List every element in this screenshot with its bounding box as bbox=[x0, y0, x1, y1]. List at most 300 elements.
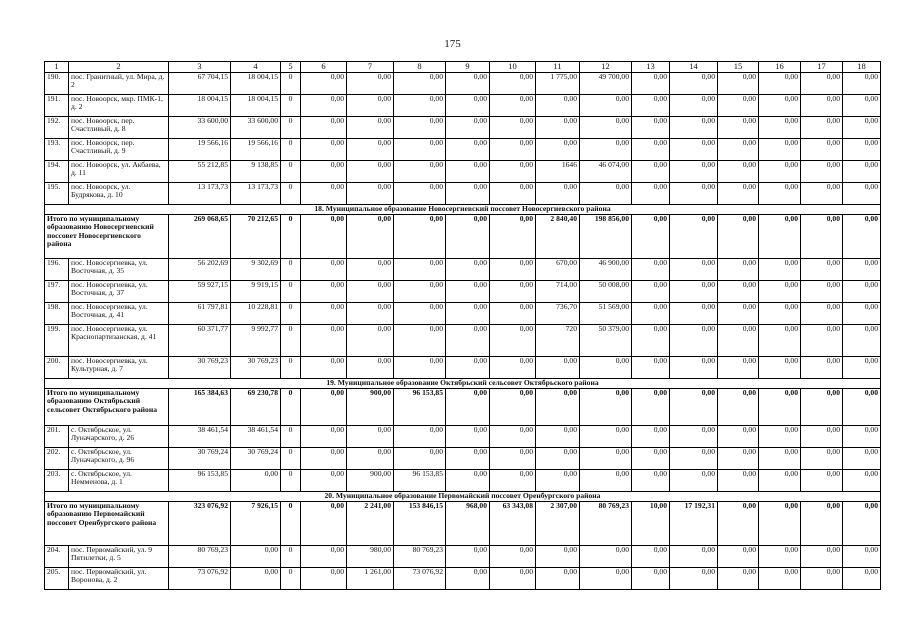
column-number-cell: 1 bbox=[45, 62, 69, 73]
value-cell: 0,00 bbox=[347, 447, 394, 469]
row-number: 197. bbox=[45, 280, 69, 302]
value-cell: 0 bbox=[281, 182, 301, 204]
section-header-row bbox=[45, 378, 881, 388]
value-cell: 0,00 bbox=[490, 160, 536, 182]
column-number-cell: 8 bbox=[394, 62, 446, 73]
column-number-cell: 6 bbox=[301, 62, 347, 73]
value-cell: 0,00 bbox=[632, 258, 670, 280]
column-number-cell: 13 bbox=[632, 62, 670, 73]
value-cell: 0,00 bbox=[490, 94, 536, 116]
value-cell: 0,00 bbox=[394, 302, 446, 324]
value-cell: 0 bbox=[281, 425, 301, 447]
value-cell: 46 074,00 bbox=[580, 160, 632, 182]
table-row bbox=[45, 160, 881, 182]
column-number-cell: 2 bbox=[69, 62, 169, 73]
value-cell: 0,00 bbox=[536, 94, 580, 116]
value-cell: 198 856,00 bbox=[580, 214, 632, 258]
value-cell: 0 bbox=[281, 214, 301, 258]
value-cell: 0,00 bbox=[347, 214, 394, 258]
value-cell: 9 919,15 bbox=[231, 280, 281, 302]
value-cell: 0,00 bbox=[347, 280, 394, 302]
value-cell: 0,00 bbox=[536, 567, 580, 589]
value-cell: 0,00 bbox=[801, 182, 843, 204]
value-cell: 0,00 bbox=[670, 160, 718, 182]
value-cell: 0,00 bbox=[446, 324, 490, 356]
value-cell: 0,00 bbox=[801, 388, 843, 425]
total-label: Итого по муниципальному образованию Новосергиевский поссовет Новосергиевского района bbox=[45, 214, 169, 258]
value-cell: 0,00 bbox=[632, 356, 670, 378]
table-row bbox=[45, 567, 881, 589]
value-cell: 0,00 bbox=[843, 567, 881, 589]
row-number: 202. bbox=[45, 447, 69, 469]
value-cell: 0,00 bbox=[843, 280, 881, 302]
value-cell: 0,00 bbox=[718, 138, 759, 160]
value-cell: 1 261,00 bbox=[347, 567, 394, 589]
value-cell: 0 bbox=[281, 138, 301, 160]
value-cell: 63 343,08 bbox=[490, 501, 536, 545]
value-cell: 0,00 bbox=[231, 469, 281, 491]
value-cell: 0,00 bbox=[759, 160, 801, 182]
value-cell: 0,00 bbox=[843, 302, 881, 324]
value-cell: 0,00 bbox=[801, 94, 843, 116]
value-cell: 19 566,16 bbox=[169, 138, 231, 160]
row-number: 196. bbox=[45, 258, 69, 280]
value-cell: 900,00 bbox=[347, 388, 394, 425]
address-cell: с. Октябрьское, ул. Луначарского, д. 96 bbox=[69, 447, 169, 469]
value-cell: 0 bbox=[281, 469, 301, 491]
row-number: 201. bbox=[45, 425, 69, 447]
table-row bbox=[45, 94, 881, 116]
value-cell: 980,00 bbox=[347, 545, 394, 567]
value-cell: 17 192,31 bbox=[670, 501, 718, 545]
value-cell: 0,00 bbox=[718, 280, 759, 302]
value-cell: 0,00 bbox=[759, 72, 801, 94]
value-cell: 0,00 bbox=[670, 72, 718, 94]
value-cell: 0,00 bbox=[347, 138, 394, 160]
value-cell: 0,00 bbox=[394, 182, 446, 204]
total-label: Итого по муниципальному образованию Октябрьский сельсовет Октябрьского района bbox=[45, 388, 169, 425]
table-row bbox=[45, 72, 881, 94]
value-cell: 0,00 bbox=[759, 116, 801, 138]
value-cell: 59 927,15 bbox=[169, 280, 231, 302]
value-cell: 0,00 bbox=[231, 545, 281, 567]
value-cell: 0,00 bbox=[632, 425, 670, 447]
value-cell: 0,00 bbox=[394, 116, 446, 138]
value-cell: 0,00 bbox=[759, 447, 801, 469]
value-cell: 96 153,85 bbox=[394, 469, 446, 491]
value-cell: 0,00 bbox=[843, 388, 881, 425]
value-cell: 60 371,77 bbox=[169, 324, 231, 356]
value-cell: 38 461,54 bbox=[231, 425, 281, 447]
value-cell: 0,00 bbox=[446, 302, 490, 324]
value-cell: 0,00 bbox=[759, 501, 801, 545]
value-cell: 0,00 bbox=[446, 116, 490, 138]
value-cell: 0,00 bbox=[718, 425, 759, 447]
table-row bbox=[45, 182, 881, 204]
value-cell: 0 bbox=[281, 501, 301, 545]
value-cell: 73 076,92 bbox=[394, 567, 446, 589]
value-cell: 0,00 bbox=[718, 258, 759, 280]
value-cell: 0 bbox=[281, 388, 301, 425]
row-number: 205. bbox=[45, 567, 69, 589]
value-cell: 0,00 bbox=[347, 258, 394, 280]
value-cell: 0,00 bbox=[580, 447, 632, 469]
value-cell: 0,00 bbox=[670, 182, 718, 204]
value-cell: 0,00 bbox=[843, 324, 881, 356]
value-cell: 0,00 bbox=[580, 469, 632, 491]
table-row bbox=[45, 280, 881, 302]
address-cell: с. Октябрьское, ул. Немменова, д. 1 bbox=[69, 469, 169, 491]
value-cell: 0,00 bbox=[670, 567, 718, 589]
value-cell: 0,00 bbox=[301, 447, 347, 469]
row-number: 193. bbox=[45, 138, 69, 160]
address-cell: пос. Новосергиевка, ул. Восточная, д. 37 bbox=[69, 280, 169, 302]
value-cell: 0,00 bbox=[759, 425, 801, 447]
value-cell: 73 076,92 bbox=[169, 567, 231, 589]
address-cell: пос. Первомайский, ул. 9 Пятилетки, д. 5 bbox=[69, 545, 169, 567]
value-cell: 0,00 bbox=[580, 545, 632, 567]
section-title: 19. Муниципальное образование Октябрьский сельсовет Октябрьского района bbox=[45, 378, 881, 388]
value-cell: 30 769,23 bbox=[169, 356, 231, 378]
value-cell: 0,00 bbox=[446, 160, 490, 182]
value-cell: 18 004,15 bbox=[231, 72, 281, 94]
value-cell: 0,00 bbox=[347, 182, 394, 204]
value-cell: 0,00 bbox=[759, 356, 801, 378]
value-cell: 0,00 bbox=[394, 160, 446, 182]
value-cell: 0,00 bbox=[843, 425, 881, 447]
address-cell: с. Октябрьское, ул. Луначарского, д. 26 bbox=[69, 425, 169, 447]
value-cell: 0,00 bbox=[843, 545, 881, 567]
value-cell: 0,00 bbox=[301, 545, 347, 567]
value-cell: 0,00 bbox=[718, 160, 759, 182]
total-label: Итого по муниципальному образованию Первомайский поссовет Оренбургского района bbox=[45, 501, 169, 545]
value-cell: 0,00 bbox=[632, 138, 670, 160]
row-number: 192. bbox=[45, 116, 69, 138]
value-cell: 714,00 bbox=[536, 280, 580, 302]
value-cell: 0,00 bbox=[394, 138, 446, 160]
value-cell: 0,00 bbox=[718, 469, 759, 491]
value-cell: 0,00 bbox=[632, 214, 670, 258]
value-cell: 0,00 bbox=[801, 324, 843, 356]
value-cell: 0,00 bbox=[490, 447, 536, 469]
value-cell: 0 bbox=[281, 94, 301, 116]
value-cell: 0,00 bbox=[536, 388, 580, 425]
value-cell: 0,00 bbox=[759, 182, 801, 204]
value-cell: 0,00 bbox=[801, 214, 843, 258]
value-cell: 9 992,77 bbox=[231, 324, 281, 356]
value-cell: 0,00 bbox=[632, 302, 670, 324]
value-cell: 0,00 bbox=[446, 182, 490, 204]
value-cell: 49 700,00 bbox=[580, 72, 632, 94]
value-cell: 0,00 bbox=[632, 182, 670, 204]
value-cell: 736,70 bbox=[536, 302, 580, 324]
value-cell: 0,00 bbox=[446, 388, 490, 425]
value-cell: 0 bbox=[281, 447, 301, 469]
value-cell: 50 379,00 bbox=[580, 324, 632, 356]
value-cell: 0,00 bbox=[843, 356, 881, 378]
value-cell: 0,00 bbox=[718, 447, 759, 469]
value-cell: 0,00 bbox=[632, 160, 670, 182]
value-cell: 0,00 bbox=[580, 94, 632, 116]
value-cell: 0,00 bbox=[718, 501, 759, 545]
value-cell: 0,00 bbox=[394, 425, 446, 447]
value-cell: 0,00 bbox=[718, 545, 759, 567]
value-cell: 0,00 bbox=[490, 182, 536, 204]
value-cell: 0,00 bbox=[670, 447, 718, 469]
value-cell: 0,00 bbox=[490, 567, 536, 589]
value-cell: 0,00 bbox=[301, 160, 347, 182]
value-cell: 0,00 bbox=[446, 214, 490, 258]
value-cell: 0,00 bbox=[759, 324, 801, 356]
value-cell: 0 bbox=[281, 280, 301, 302]
column-number-cell: 5 bbox=[281, 62, 301, 73]
value-cell: 7 926,15 bbox=[231, 501, 281, 545]
value-cell: 0,00 bbox=[759, 545, 801, 567]
address-cell: пос. Новосергиевка, ул. Восточная, д. 41 bbox=[69, 302, 169, 324]
value-cell: 0,00 bbox=[490, 356, 536, 378]
column-number-cell: 3 bbox=[169, 62, 231, 73]
address-cell: пос. Новосергиевка, ул. Восточная, д. 35 bbox=[69, 258, 169, 280]
value-cell: 153 846,15 bbox=[394, 501, 446, 545]
value-cell: 0,00 bbox=[718, 302, 759, 324]
value-cell: 0,00 bbox=[718, 388, 759, 425]
column-number-cell: 16 bbox=[759, 62, 801, 73]
value-cell: 0,00 bbox=[490, 258, 536, 280]
row-number: 194. bbox=[45, 160, 69, 182]
value-cell: 46 900,00 bbox=[580, 258, 632, 280]
value-cell: 0 bbox=[281, 72, 301, 94]
value-cell: 0 bbox=[281, 356, 301, 378]
value-cell: 0,00 bbox=[580, 138, 632, 160]
value-cell: 0,00 bbox=[301, 182, 347, 204]
value-cell: 18 004,15 bbox=[231, 94, 281, 116]
value-cell: 19 566,16 bbox=[231, 138, 281, 160]
value-cell: 80 769,23 bbox=[169, 545, 231, 567]
value-cell: 0,00 bbox=[301, 469, 347, 491]
value-cell: 0,00 bbox=[843, 94, 881, 116]
value-cell: 0,00 bbox=[301, 116, 347, 138]
value-cell: 0,00 bbox=[490, 116, 536, 138]
address-cell: пос. Первомайский, ул. Воронова, д. 2 bbox=[69, 567, 169, 589]
value-cell: 0,00 bbox=[759, 258, 801, 280]
column-number-row bbox=[45, 62, 881, 73]
value-cell: 0,00 bbox=[759, 567, 801, 589]
value-cell: 0,00 bbox=[801, 280, 843, 302]
value-cell: 0,00 bbox=[580, 425, 632, 447]
value-cell: 0,00 bbox=[759, 469, 801, 491]
column-number-cell: 18 bbox=[843, 62, 881, 73]
value-cell: 0,00 bbox=[490, 545, 536, 567]
value-cell: 0,00 bbox=[490, 72, 536, 94]
value-cell: 0,00 bbox=[632, 469, 670, 491]
value-cell: 0,00 bbox=[718, 72, 759, 94]
value-cell: 0,00 bbox=[759, 388, 801, 425]
value-cell: 0,00 bbox=[394, 72, 446, 94]
section-title: 18. Муниципальное образование Новосергиевский поссовет Новосергиевского района bbox=[45, 204, 881, 214]
value-cell: 900,00 bbox=[347, 469, 394, 491]
value-cell: 0,00 bbox=[301, 214, 347, 258]
row-number: 195. bbox=[45, 182, 69, 204]
table-row bbox=[45, 302, 881, 324]
value-cell: 55 212,85 bbox=[169, 160, 231, 182]
total-row bbox=[45, 214, 881, 258]
table-row bbox=[45, 425, 881, 447]
address-cell: пос. Гранитный, ул. Мира, д. 2 bbox=[69, 72, 169, 94]
value-cell: 30 769,24 bbox=[169, 447, 231, 469]
value-cell: 0,00 bbox=[718, 567, 759, 589]
value-cell: 0,00 bbox=[536, 138, 580, 160]
value-cell: 0,00 bbox=[759, 280, 801, 302]
row-number: 199. bbox=[45, 324, 69, 356]
row-number: 200. bbox=[45, 356, 69, 378]
value-cell: 0 bbox=[281, 324, 301, 356]
value-cell: 0,00 bbox=[759, 94, 801, 116]
value-cell: 720 bbox=[536, 324, 580, 356]
column-number-cell: 4 bbox=[231, 62, 281, 73]
value-cell: 0,00 bbox=[490, 138, 536, 160]
section-title: 20. Муниципальное образование Первомайский поссовет Оренбургского района bbox=[45, 491, 881, 501]
page-number: 175 bbox=[444, 38, 461, 50]
value-cell: 0,00 bbox=[759, 214, 801, 258]
column-number-cell: 10 bbox=[490, 62, 536, 73]
value-cell: 10 228,81 bbox=[231, 302, 281, 324]
value-cell: 0,00 bbox=[536, 116, 580, 138]
value-cell: 9 302,69 bbox=[231, 258, 281, 280]
address-cell: пос. Новоорск, ул. Будрякова, д. 10 bbox=[69, 182, 169, 204]
value-cell: 0,00 bbox=[718, 214, 759, 258]
value-cell: 2 307,00 bbox=[536, 501, 580, 545]
table-row bbox=[45, 138, 881, 160]
value-cell: 80 769,23 bbox=[394, 545, 446, 567]
value-cell: 0,00 bbox=[446, 447, 490, 469]
value-cell: 50 008,00 bbox=[580, 280, 632, 302]
value-cell: 61 797,81 bbox=[169, 302, 231, 324]
value-cell: 0,00 bbox=[446, 280, 490, 302]
value-cell: 0,00 bbox=[446, 567, 490, 589]
value-cell: 0,00 bbox=[670, 280, 718, 302]
value-cell: 0,00 bbox=[301, 388, 347, 425]
value-cell: 13 173,73 bbox=[231, 182, 281, 204]
column-number-cell: 14 bbox=[670, 62, 718, 73]
column-number-cell: 9 bbox=[446, 62, 490, 73]
value-cell: 0,00 bbox=[536, 425, 580, 447]
value-cell: 18 004,15 bbox=[169, 94, 231, 116]
value-cell: 0,00 bbox=[231, 567, 281, 589]
value-cell: 0,00 bbox=[394, 280, 446, 302]
value-cell: 0,00 bbox=[670, 388, 718, 425]
value-cell: 0,00 bbox=[446, 72, 490, 94]
value-cell: 165 384,63 bbox=[169, 388, 231, 425]
value-cell: 0,00 bbox=[536, 545, 580, 567]
table-row bbox=[45, 258, 881, 280]
value-cell: 0,00 bbox=[718, 94, 759, 116]
column-number-cell: 15 bbox=[718, 62, 759, 73]
value-cell: 0,00 bbox=[843, 72, 881, 94]
value-cell: 0,00 bbox=[843, 447, 881, 469]
row-number: 198. bbox=[45, 302, 69, 324]
value-cell: 0,00 bbox=[490, 324, 536, 356]
value-cell: 0,00 bbox=[446, 545, 490, 567]
value-cell: 80 769,23 bbox=[580, 501, 632, 545]
value-cell: 69 230,78 bbox=[231, 388, 281, 425]
column-number-cell: 7 bbox=[347, 62, 394, 73]
value-cell: 38 461,54 bbox=[169, 425, 231, 447]
value-cell: 0,00 bbox=[801, 116, 843, 138]
value-cell: 269 068,65 bbox=[169, 214, 231, 258]
value-cell: 0,00 bbox=[670, 425, 718, 447]
value-cell: 0 bbox=[281, 160, 301, 182]
value-cell: 0,00 bbox=[301, 324, 347, 356]
total-row bbox=[45, 501, 881, 545]
value-cell: 0,00 bbox=[301, 302, 347, 324]
value-cell: 0,00 bbox=[580, 182, 632, 204]
value-cell: 0,00 bbox=[801, 302, 843, 324]
data-table bbox=[44, 61, 881, 590]
value-cell: 0,00 bbox=[801, 545, 843, 567]
value-cell: 0,00 bbox=[490, 425, 536, 447]
value-cell: 0,00 bbox=[301, 501, 347, 545]
value-cell: 0,00 bbox=[843, 160, 881, 182]
value-cell: 0,00 bbox=[843, 501, 881, 545]
value-cell: 0,00 bbox=[670, 94, 718, 116]
row-number: 204. bbox=[45, 545, 69, 567]
value-cell: 0,00 bbox=[718, 324, 759, 356]
value-cell: 0,00 bbox=[580, 356, 632, 378]
value-cell: 2 840,40 bbox=[536, 214, 580, 258]
value-cell: 0,00 bbox=[843, 469, 881, 491]
value-cell: 0,00 bbox=[347, 324, 394, 356]
value-cell: 0,00 bbox=[843, 182, 881, 204]
value-cell: 0,00 bbox=[301, 425, 347, 447]
section-header-row bbox=[45, 204, 881, 214]
value-cell: 0,00 bbox=[632, 545, 670, 567]
table-row bbox=[45, 447, 881, 469]
value-cell: 0,00 bbox=[801, 72, 843, 94]
value-cell: 1646 bbox=[536, 160, 580, 182]
value-cell: 0,00 bbox=[347, 425, 394, 447]
value-cell: 0,00 bbox=[843, 116, 881, 138]
value-cell: 0,00 bbox=[801, 160, 843, 182]
value-cell: 56 202,69 bbox=[169, 258, 231, 280]
value-cell: 0,00 bbox=[632, 388, 670, 425]
value-cell: 0,00 bbox=[301, 567, 347, 589]
value-cell: 33 600,00 bbox=[231, 116, 281, 138]
address-cell: пос. Новосергиевка, ул. Краснопартизанская, д. 41 bbox=[69, 324, 169, 356]
value-cell: 0,00 bbox=[580, 116, 632, 138]
value-cell: 0,00 bbox=[801, 356, 843, 378]
table-row bbox=[45, 545, 881, 567]
value-cell: 0 bbox=[281, 545, 301, 567]
value-cell: 0,00 bbox=[301, 356, 347, 378]
table-row bbox=[45, 356, 881, 378]
value-cell: 0,00 bbox=[801, 425, 843, 447]
value-cell: 0,00 bbox=[670, 138, 718, 160]
column-number-cell: 12 bbox=[580, 62, 632, 73]
value-cell: 0,00 bbox=[718, 356, 759, 378]
value-cell: 0,00 bbox=[301, 138, 347, 160]
value-cell: 30 769,23 bbox=[231, 356, 281, 378]
value-cell: 0,00 bbox=[843, 214, 881, 258]
address-cell: пос. Новоорск, мкр. ПМК-1, д. 2 bbox=[69, 94, 169, 116]
value-cell: 0,00 bbox=[490, 302, 536, 324]
value-cell: 0,00 bbox=[301, 280, 347, 302]
value-cell: 0 bbox=[281, 258, 301, 280]
value-cell: 0,00 bbox=[394, 356, 446, 378]
value-cell: 0,00 bbox=[801, 567, 843, 589]
value-cell: 0,00 bbox=[670, 214, 718, 258]
value-cell: 0,00 bbox=[843, 258, 881, 280]
value-cell: 323 076,92 bbox=[169, 501, 231, 545]
